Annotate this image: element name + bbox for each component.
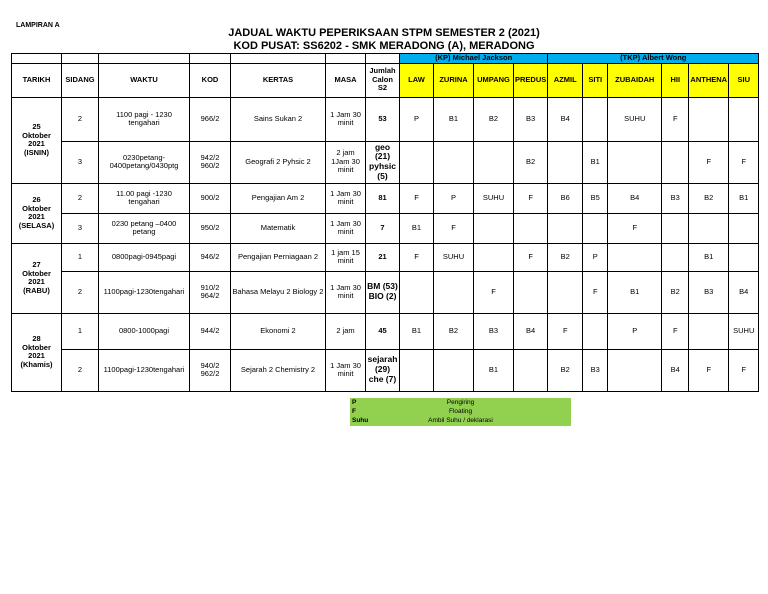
duty-cell: F — [583, 271, 608, 313]
group-kp-header: (KP) Michael Jackson — [400, 54, 548, 64]
header-sidang: SIDANG — [62, 63, 99, 97]
document-subtitle: KOD PUSAT: SS6202 - SMK MERADONG (A), MERADONG — [233, 40, 535, 52]
sidang-cell: 2 — [62, 349, 99, 391]
duty-cell: B2 — [548, 243, 583, 271]
duty-cell — [608, 141, 662, 183]
sidang-cell: 2 — [62, 97, 99, 141]
duty-cell: B1 — [689, 243, 729, 271]
duty-cell: B6 — [548, 183, 583, 213]
duty-cell: B3 — [662, 183, 689, 213]
duty-cell — [434, 349, 474, 391]
duty-cell: B4 — [662, 349, 689, 391]
jumlah-cell: BM (53) BIO (2) — [366, 271, 400, 313]
duty-cell — [608, 243, 662, 271]
duty-cell: B3 — [514, 97, 548, 141]
duty-cell — [662, 243, 689, 271]
masa-cell: 1 Jam 30 minit — [326, 183, 366, 213]
masa-cell: 1 Jam 30 minit — [326, 213, 366, 243]
date-line: 2021 — [28, 139, 45, 149]
duty-cell: B1 — [729, 183, 759, 213]
duty-cell: F — [400, 243, 434, 271]
duty-cell: P — [434, 183, 474, 213]
date-line: 2021 — [28, 277, 45, 287]
staff-header: UMPANG — [474, 63, 514, 97]
duty-cell: SUHU — [729, 313, 759, 349]
staff-header: HII — [662, 63, 689, 97]
staff-header: ZURINA — [434, 63, 474, 97]
date-line: Oktober — [22, 268, 51, 278]
jumlah-cell: 53 — [366, 97, 400, 141]
kertas-cell: Sejarah 2 Chemistry 2 — [231, 349, 326, 391]
date-line: (RABU) — [23, 285, 50, 295]
header-masa: MASA — [326, 63, 366, 97]
date-cell — [12, 97, 62, 183]
waktu-cell: 1100 pagi - 1230 tengahari — [99, 97, 190, 141]
kod-cell: 950/2 — [190, 213, 231, 243]
staff-header: LAW — [400, 63, 434, 97]
duty-cell: P — [400, 97, 434, 141]
table-row — [12, 97, 759, 141]
duty-cell — [434, 141, 474, 183]
legend-value: Pengiring — [446, 399, 475, 406]
duty-cell: B1 — [608, 271, 662, 313]
legend-value: Floating — [448, 408, 473, 415]
legend-row — [350, 398, 571, 407]
waktu-cell: 1100pagi-1230tengahari — [99, 349, 190, 391]
duty-cell — [662, 141, 689, 183]
waktu-cell: 0800pagi-0945pagi — [99, 243, 190, 271]
duty-cell — [400, 271, 434, 313]
legend-key: P — [352, 399, 357, 406]
date-line: Oktober — [22, 342, 51, 352]
duty-cell: F — [514, 243, 548, 271]
jumlah-cell: 21 — [366, 243, 400, 271]
document-title: JADUAL WAKTU PEPERIKSAAN STPM SEMESTER 2 (2021) — [228, 27, 540, 39]
kertas-cell: Pengajian Perniagaan 2 — [231, 243, 326, 271]
duty-cell: B2 — [514, 141, 548, 183]
kertas-cell: Pengajian Am 2 — [231, 183, 326, 213]
header-kod: KOD — [190, 63, 231, 97]
header-jumlah: Jumlah Calon S2 — [366, 63, 400, 97]
duty-cell: B1 — [400, 213, 434, 243]
duty-cell — [689, 213, 729, 243]
duty-cell — [548, 213, 583, 243]
duty-cell: B3 — [474, 313, 514, 349]
duty-cell: B4 — [608, 183, 662, 213]
waktu-cell: 0230petang-0400petang/0430ptg — [99, 141, 190, 183]
duty-cell: SUHU — [434, 243, 474, 271]
sidang-cell: 2 — [62, 183, 99, 213]
duty-cell — [514, 349, 548, 391]
duty-cell: P — [583, 243, 608, 271]
table-row — [12, 313, 759, 349]
duty-cell: B4 — [514, 313, 548, 349]
duty-cell — [400, 349, 434, 391]
duty-cell — [689, 313, 729, 349]
duty-cell — [583, 313, 608, 349]
date-line: 27 — [32, 259, 41, 269]
duty-cell: F — [662, 313, 689, 349]
staff-header: SITI — [583, 63, 608, 97]
duty-cell — [434, 271, 474, 313]
masa-cell: 1 Jam 30 minit — [326, 271, 366, 313]
jumlah-cell: 7 — [366, 213, 400, 243]
exam-schedule-table — [11, 53, 759, 392]
masa-cell: 1 jam 15 minit — [326, 243, 366, 271]
duty-cell: B1 — [583, 141, 608, 183]
kod-cell: 940/2 962/2 — [190, 349, 231, 391]
duty-cell: SUHU — [608, 97, 662, 141]
duty-cell: B1 — [474, 349, 514, 391]
kod-cell: 942/2 960/2 — [190, 141, 231, 183]
duty-cell — [474, 141, 514, 183]
masa-cell: 2 jam — [326, 313, 366, 349]
legend-row — [350, 416, 571, 425]
legend-row — [350, 407, 571, 416]
jumlah-cell: 81 — [366, 183, 400, 213]
sidang-cell: 2 — [62, 271, 99, 313]
duty-cell — [583, 97, 608, 141]
table-row — [12, 243, 759, 271]
date-line: (Khamis) — [20, 359, 53, 369]
table-row — [12, 271, 759, 313]
date-line: Oktober — [22, 203, 51, 213]
legend-key: Suhu — [352, 417, 369, 424]
duty-cell — [583, 213, 608, 243]
duty-cell: B4 — [548, 97, 583, 141]
duty-cell: B1 — [400, 313, 434, 349]
duty-cell: B1 — [434, 97, 474, 141]
duty-cell — [400, 141, 434, 183]
legend — [350, 398, 571, 426]
sidang-cell: 3 — [62, 213, 99, 243]
duty-cell: F — [400, 183, 434, 213]
date-line: 25 — [32, 121, 41, 131]
duty-cell: B2 — [548, 349, 583, 391]
duty-cell: B2 — [474, 97, 514, 141]
sidang-cell: 1 — [62, 313, 99, 349]
duty-cell: F — [608, 213, 662, 243]
duty-cell — [548, 141, 583, 183]
group-tkp-header: (TKP) Albert Wong — [548, 54, 759, 64]
duty-cell: F — [689, 141, 729, 183]
date-cell — [12, 183, 62, 243]
duty-cell: F — [548, 313, 583, 349]
jumlah-cell: 45 — [366, 313, 400, 349]
duty-cell: B2 — [434, 313, 474, 349]
waktu-cell: 11.00 pagi -1230 tengahari — [99, 183, 190, 213]
kod-cell: 966/2 — [190, 97, 231, 141]
duty-cell: B4 — [729, 271, 759, 313]
kod-cell: 944/2 — [190, 313, 231, 349]
duty-cell — [514, 213, 548, 243]
duty-cell — [662, 213, 689, 243]
kertas-cell: Matematik — [231, 213, 326, 243]
table-row — [12, 183, 759, 213]
staff-header: ANTHENA — [689, 63, 729, 97]
date-line: (SELASA) — [18, 220, 55, 230]
sidang-cell: 1 — [62, 243, 99, 271]
waktu-cell: 0230 petang –0400 petang — [99, 213, 190, 243]
jumlah-cell: geo (21) pyhsic (5) — [366, 141, 400, 183]
duty-cell: F — [434, 213, 474, 243]
staff-header: PREDUS — [514, 63, 548, 97]
staff-header: AZMIL — [548, 63, 583, 97]
duty-cell: F — [474, 271, 514, 313]
date-line: (ISNIN) — [24, 147, 49, 157]
date-line: Oktober — [22, 130, 51, 140]
duty-cell — [729, 243, 759, 271]
duty-cell: F — [729, 349, 759, 391]
duty-cell: B5 — [583, 183, 608, 213]
date-line: 28 — [32, 333, 41, 343]
waktu-cell: 1100pagi-1230tengahari — [99, 271, 190, 313]
header-kertas: KERTAS — [231, 63, 326, 97]
duty-cell: SUHU — [474, 183, 514, 213]
kod-cell: 946/2 — [190, 243, 231, 271]
duty-cell — [474, 213, 514, 243]
masa-cell: 2 jam 1Jam 30 minit — [326, 141, 366, 183]
header-waktu: WAKTU — [99, 63, 190, 97]
kod-cell: 900/2 — [190, 183, 231, 213]
duty-cell: B2 — [689, 183, 729, 213]
date-line: 26 — [32, 194, 41, 204]
legend-key: F — [352, 408, 356, 415]
table-row — [12, 213, 759, 243]
header-tarikh: TARIKH — [12, 63, 62, 97]
duty-cell — [514, 271, 548, 313]
duty-cell: F — [729, 141, 759, 183]
jumlah-cell: sejarah (29) che (7) — [366, 349, 400, 391]
kertas-cell: Ekonomi 2 — [231, 313, 326, 349]
kod-cell: 910/2 964/2 — [190, 271, 231, 313]
masa-cell: 1 Jam 30 minit — [326, 349, 366, 391]
duty-cell: F — [689, 349, 729, 391]
duty-cell: P — [608, 313, 662, 349]
date-line: 2021 — [28, 212, 45, 222]
lampiran-label: LAMPIRAN A — [16, 22, 60, 29]
duty-cell — [548, 271, 583, 313]
kertas-cell: Sains Sukan 2 — [231, 97, 326, 141]
duty-cell: B2 — [662, 271, 689, 313]
duty-cell: F — [514, 183, 548, 213]
date-line: 2021 — [28, 351, 45, 361]
duty-cell: B3 — [689, 271, 729, 313]
legend-value: Ambil Suhu / deklarasi — [428, 417, 493, 424]
duty-cell — [729, 213, 759, 243]
sidang-cell: 3 — [62, 141, 99, 183]
duty-cell: F — [662, 97, 689, 141]
masa-cell: 1 Jam 30 minit — [326, 97, 366, 141]
kertas-cell: Bahasa Melayu 2 Biology 2 — [231, 271, 326, 313]
table-row — [12, 141, 759, 183]
staff-header: ZUBAIDAH — [608, 63, 662, 97]
duty-cell: B3 — [583, 349, 608, 391]
waktu-cell: 0800-1000pagi — [99, 313, 190, 349]
duty-cell — [474, 243, 514, 271]
table-row — [12, 349, 759, 391]
kertas-cell: Geografi 2 Pyhsic 2 — [231, 141, 326, 183]
staff-header: SIU — [729, 63, 759, 97]
date-cell — [12, 313, 62, 391]
duty-cell — [689, 97, 729, 141]
duty-cell — [608, 349, 662, 391]
duty-cell — [729, 97, 759, 141]
date-cell — [12, 243, 62, 313]
